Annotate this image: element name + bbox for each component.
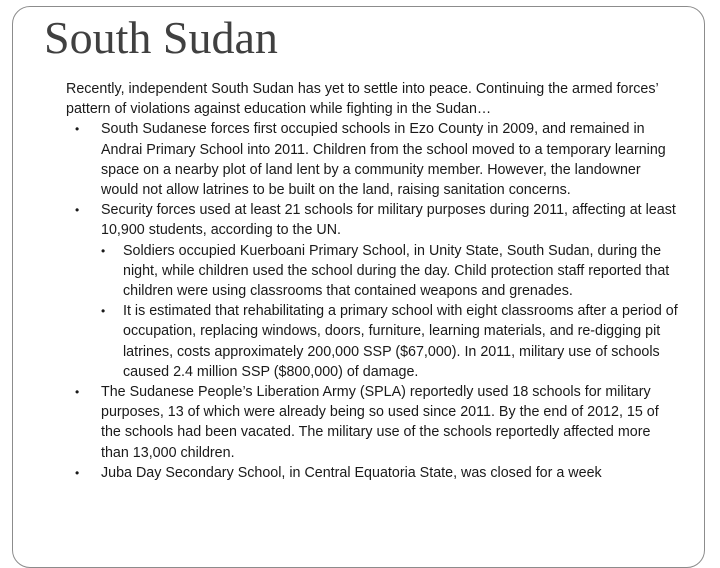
bullet-item — [66, 119, 679, 200]
bullet-text: Security forces used at least 21 schools for military purposes during 2011, affecting at least 10,900 students, according to the UN. — [101, 202, 676, 239]
bullet-icon: • — [75, 385, 80, 400]
bullet-item — [66, 463, 679, 483]
bullet-list — [66, 119, 686, 483]
bullet-text: Juba Day Secondary School, in Central Equatoria State, was closed for a week — [101, 464, 602, 481]
bullet-item — [66, 200, 679, 382]
bullet-text: South Sudanese forces first occupied schools in Ezo County in 2009, and remained in Andrai Primary School into 2011. Children from the school moved to a temporary learning space on a nearby plot of land lent by a community member. However, the landowner would not allow latrines to be built on the land, raising sanitation concerns. — [101, 121, 666, 199]
sub-bullet-text: It is estimated that rehabilitating a primary school with eight classrooms after a period of occupation, replacing windows, doors, furniture, learning materials, and re-digging pit latrines, costs approximately 200,000 SSP ($67,000). In 2011, military use of schools caused 2.4 million SSP ($800,000) of damage. — [123, 303, 678, 380]
bullet-icon: • — [75, 465, 80, 480]
intro-paragraph: Recently, independent South Sudan has yet to settle into peace. Continuing the armed forces’ pattern of violations against education while fighting in the Sudan… — [66, 81, 659, 118]
sub-bullet-item — [101, 301, 678, 382]
bullet-text: The Sudanese People’s Liberation Army (SPLA) reportedly used 18 schools for military purposes, 13 of which were already being so used since 2011. By the end of 2012, 15 of the schools had been vacated. The military use of the schools reportedly affected more than 13,000 children. — [101, 384, 659, 461]
sub-bullet-icon: • — [101, 304, 106, 319]
bullet-icon: • — [75, 203, 80, 218]
bullet-icon: • — [75, 122, 80, 137]
bullet-item — [66, 382, 679, 463]
sub-bullet-item — [101, 241, 678, 302]
slide-title: South Sudan — [44, 12, 278, 63]
slide-body — [66, 79, 686, 483]
sub-bullet-text: Soldiers occupied Kuerboani Primary School, in Unity State, South Sudan, during the night, while children used the school during the day. Child protection staff reported that children were using classrooms that contained weapons and grenades. — [123, 242, 670, 300]
sub-bullet-list — [101, 241, 679, 382]
sub-bullet-icon: • — [101, 243, 106, 258]
